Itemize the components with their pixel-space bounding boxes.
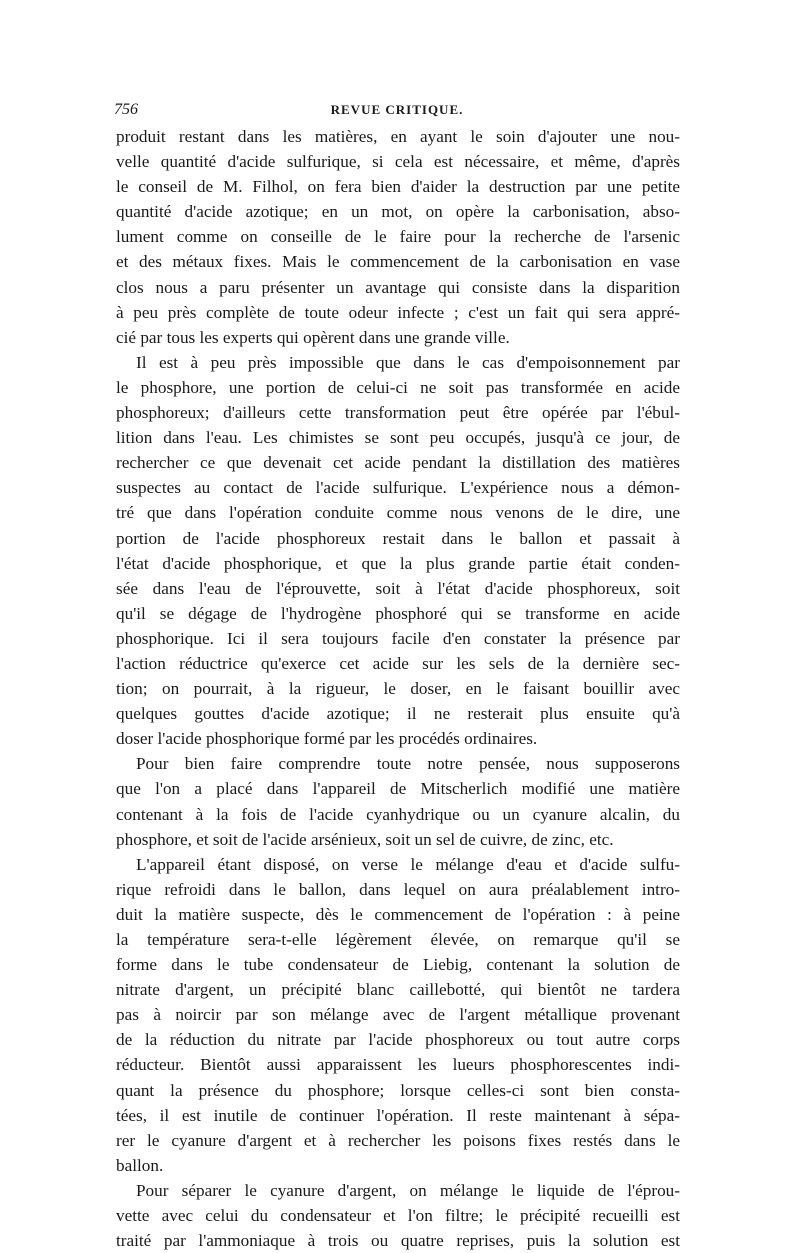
- paragraph: [116, 751, 680, 851]
- text-line: rechercher ce que devenait cet acide pendant la distillation des matières: [116, 453, 680, 473]
- paragraph: [116, 1178, 680, 1253]
- text-line: quant la présence du phosphore; lorsque celles-ci sont bien consta-: [116, 1080, 680, 1100]
- body-text: [116, 124, 680, 1253]
- text-line: tré que dans l'opération conduite comme nous venons de le dire, une: [116, 503, 680, 523]
- text-line: rique refroidi dans le ballon, dans lequel on aura préalablement intro-: [116, 879, 680, 899]
- text-line: tées, il est inutile de continuer l'opération. Il reste maintenant à sépa-: [116, 1105, 680, 1125]
- text-line: qu'il se dégage de l'hydrogène phosphoré qui se transforme en acide: [116, 603, 680, 623]
- text-line: produit restant dans les matières, en ayant le soin d'ajouter une nou-: [116, 127, 680, 146]
- text-line: Pour séparer le cyanure d'argent, on mélange le liquide de l'éprou-: [136, 1180, 680, 1200]
- paragraph: [116, 350, 680, 752]
- text-line: Il est à peu près impossible que dans le cas d'empoisonnement par: [136, 352, 680, 372]
- text-line: l'état d'acide phosphorique, et que la plus grande partie était conden-: [116, 553, 680, 573]
- text-line: tion; on pourrait, à la rigueur, le doser, en le faisant bouillir avec: [116, 679, 680, 699]
- page-number: 756: [114, 101, 138, 118]
- text-line: traité par l'ammoniaque à trois ou quatre reprises, puis la solution est: [116, 1231, 680, 1251]
- text-line: de la réduction du nitrate par l'acide phosphoreux ou tout autre corps: [116, 1030, 680, 1050]
- text-line: nitrate d'argent, un précipité blanc caillebotté, qui bientôt ne tardera: [116, 980, 680, 1000]
- text-line: cié par tous les experts qui opèrent dans une grande ville.: [116, 327, 510, 347]
- text-line: rer le cyanure d'argent et à rechercher les poisons fixes restés dans le: [116, 1130, 680, 1150]
- text-line: portion de l'acide phosphoreux restait dans le ballon et passait à: [116, 528, 680, 548]
- text-line: sée dans l'eau de l'éprouvette, soit à l'état d'acide phosphoreux, soit: [116, 578, 680, 598]
- text-line: doser l'acide phosphorique formé par les procédés ordinaires.: [116, 729, 538, 749]
- text-line: le phosphore, une portion de celui-ci ne soit pas transformée en acide: [116, 377, 680, 397]
- text-line: le conseil de M. Filhol, on fera bien d'aider la destruction par une petite: [116, 177, 680, 197]
- text-line: clos nous a paru présenter un avantage qui consiste dans la disparition: [116, 277, 680, 297]
- text-line: vette avec celui du condensateur et l'on filtre; le précipité recueilli est: [116, 1206, 680, 1226]
- text-line: Pour bien faire comprendre toute notre pensée, nous supposerons: [136, 754, 680, 774]
- text-line: velle quantité d'acide sulfurique, si cela est nécessaire, et même, d'après: [116, 152, 680, 172]
- text-line: contenant à la fois de l'acide cyanhydrique ou un cyanure alcalin, du: [116, 804, 680, 824]
- text-line: L'appareil étant disposé, on verse le mélange d'eau et d'acide sulfu-: [136, 854, 680, 874]
- text-line: ballon.: [116, 1155, 164, 1175]
- text-line: que l'on a placé dans l'appareil de Mitscherlich modifié une matière: [116, 779, 680, 799]
- paragraph: [116, 124, 680, 350]
- text-line: la température sera-t-elle légèrement élevée, on remarque qu'il se: [116, 930, 680, 949]
- text-line: lument comme on conseille de le faire pour la recherche de l'arsenic: [116, 227, 680, 247]
- text-line: phosphorique. Ici il sera toujours facile d'en constater la présence par: [116, 628, 680, 648]
- text-line: l'action réductrice qu'exerce cet acide sur les sels de la dernière sec-: [116, 653, 680, 673]
- running-head: [114, 98, 680, 122]
- text-line: phosphore, et soit de l'acide arsénieux, soit un sel de cuivre, de zinc, etc.: [116, 829, 614, 849]
- text-line: pas à noircir par son mélange avec de l'argent métallique provenant: [116, 1005, 680, 1025]
- text-line: et des métaux fixes. Mais le commencement de la carbonisation en vase: [116, 252, 680, 272]
- text-line: duit la matière suspecte, dès le commencement de l'opération : à peine: [116, 904, 680, 924]
- text-line: réducteur. Bientôt aussi apparaissent les lueurs phosphorescentes indi-: [116, 1055, 680, 1075]
- text-line: suspectes au contact de l'acide sulfurique. L'expérience nous a démon-: [116, 478, 680, 498]
- text-line: forme dans le tube condensateur de Liebig, contenant la solution de: [116, 955, 680, 975]
- text-line: à peu près complète de toute odeur infecte ; c'est un fait qui sera appré-: [116, 302, 680, 322]
- running-title: REVUE CRITIQUE.: [330, 102, 464, 117]
- paragraph: [116, 852, 680, 1178]
- text-line: quelques gouttes d'acide azotique; il ne resterait plus ensuite qu'à: [116, 704, 680, 724]
- text-line: phosphoreux; d'ailleurs cette transformation peut être opérée par l'ébul-: [116, 403, 680, 423]
- text-line: lition dans l'eau. Les chimistes se sont peu occupés, jusqu'à ce jour, de: [116, 428, 680, 448]
- text-line: quantité d'acide azotique; en un mot, on opère la carbonisation, abso-: [116, 202, 680, 222]
